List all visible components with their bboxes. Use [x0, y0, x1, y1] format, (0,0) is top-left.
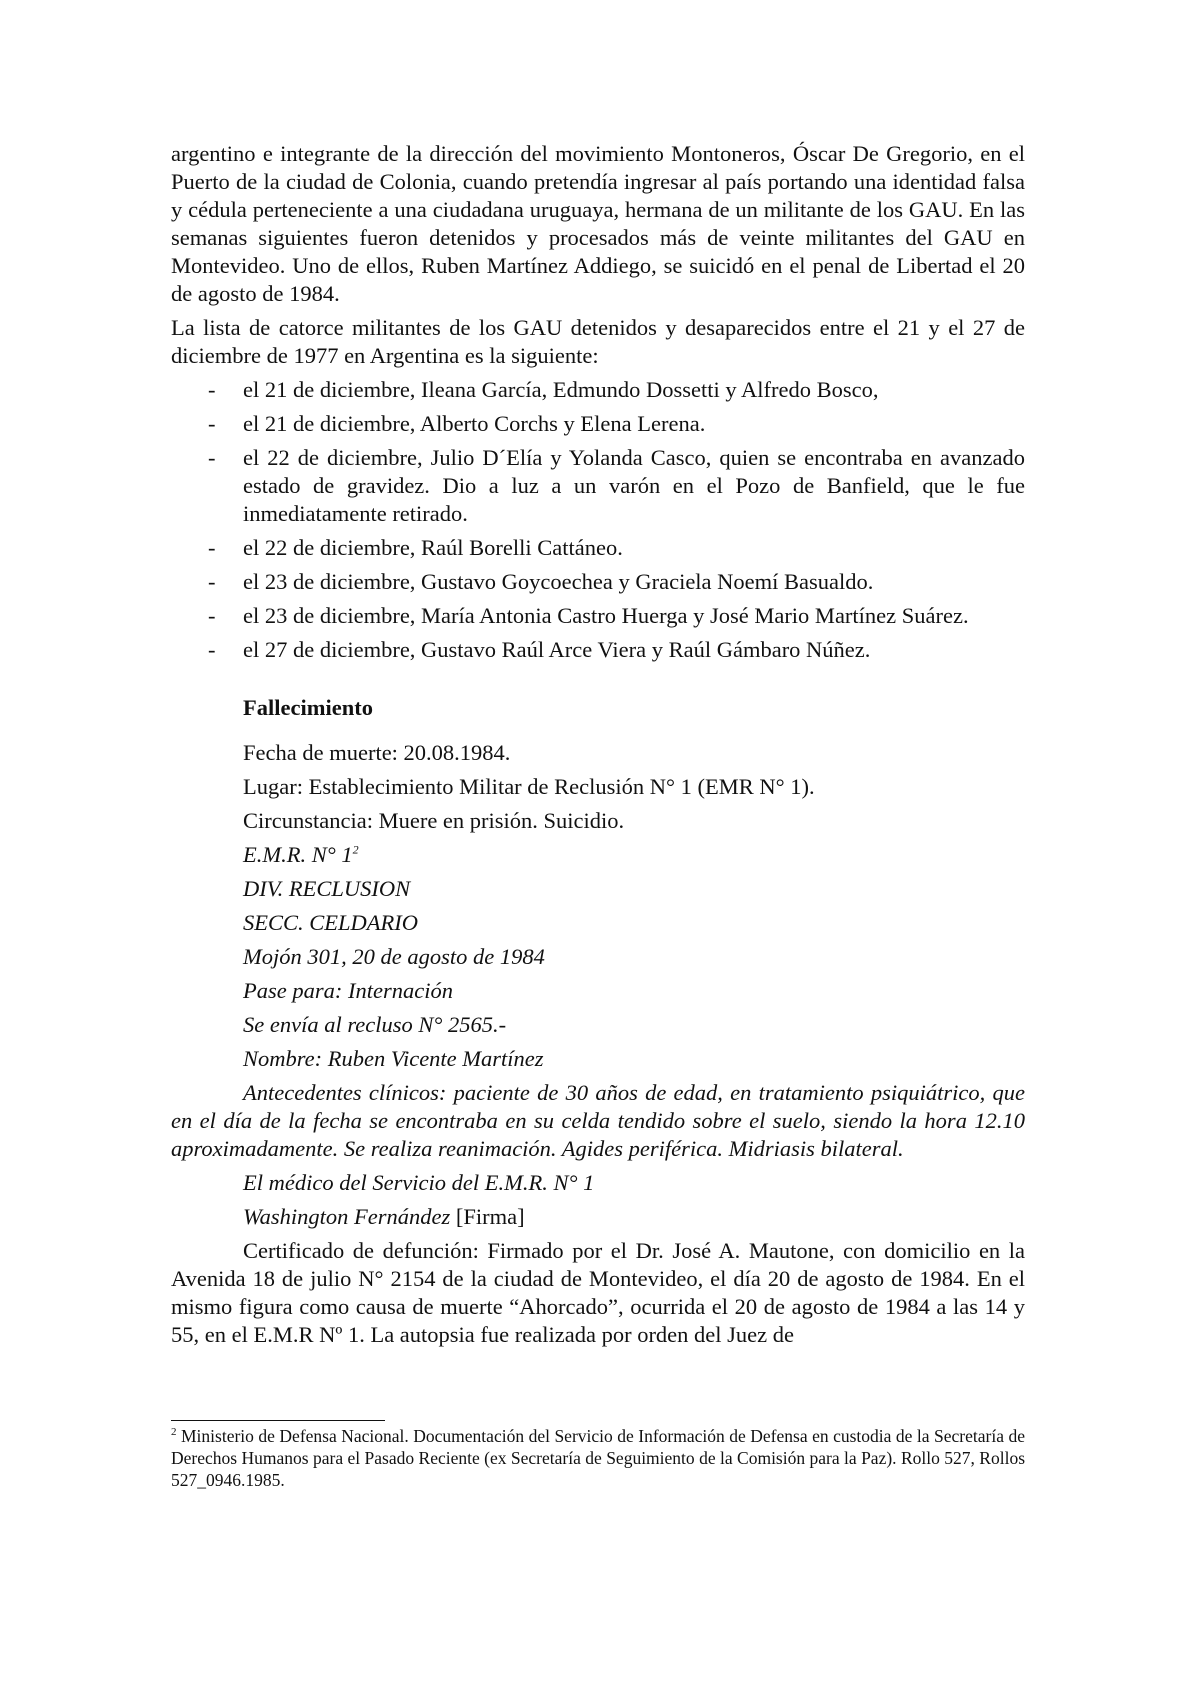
list-item-text: el 27 de diciembre, Gustavo Raúl Arce Viera y Raúl Gámbaro Núñez.: [243, 637, 871, 662]
list-marker: -: [208, 411, 216, 436]
doctor-title: El médico del Servicio del E.M.R. N° 1: [243, 1170, 595, 1195]
section-heading: Fallecimiento: [243, 695, 373, 720]
list-item-text: el 23 de diciembre, Gustavo Goycoechea y Graciela Noemí Basualdo.: [243, 569, 874, 594]
doctor-name: Washington Fernández: [243, 1204, 451, 1229]
page-body: [171, 140, 1025, 1349]
footnote-ref: 2: [352, 842, 359, 857]
list-marker: -: [208, 377, 216, 402]
intro-paragraph: argentino e integrante de la dirección del movimiento Montoneros, Óscar De Gregorio, en el Puerto de la ciudad de Colonia, cuando pretendía ingresar al país portando una identidad falsa y cédula perteneciente a una ciudadana uruguaya, hermana de un militante de los GAU. En las semanas siguientes fueron detenidos y procesados más de veinte militantes del GAU en Montevideo. Uno de ellos, Ruben Martínez Addiego, se suicidó en el penal de Libertad el 20 de agosto de 1984.: [171, 141, 1025, 306]
list-item-text: el 22 de diciembre, Julio D´Elía y Yolanda Casco, quien se encontraba en avanzado estado de gravidez. Dio a luz a un varón en el Pozo de Banfield, que le fue inmediatamente retirado.: [243, 445, 1025, 526]
list-marker: -: [208, 569, 216, 594]
list-item: [171, 636, 1025, 664]
list-marker: -: [208, 445, 216, 470]
record-division: DIV. RECLUSION: [243, 876, 411, 901]
list-item: [171, 534, 1025, 562]
doctor-signature-line: [171, 1203, 1025, 1231]
certificate-paragraph: Certificado de defunción: Firmado por el Dr. José A. Mautone, con domicilio en la Avenida 18 de julio N° 2154 de la ciudad de Montevideo, el día 20 de agosto de 1984. En el mismo figura como causa de muerte “Ahorcado”, ocurrida el 20 de agosto de 1984 a las 14 y 55, en el E.M.R Nº 1. La autopsia fue realizada por orden del Juez de: [171, 1238, 1025, 1347]
footnote-text: Ministerio de Defensa Nacional. Documentación del Servicio de Información de Defensa en custodia de la Secretaría de Derechos Humanos para el Pasado Reciente (ex Secretaría de Seguimiento de la Comisión para la Paz). Rollo 527, Rollos 527_0946.1985.: [171, 1426, 1026, 1490]
record-place-date: Mojón 301, 20 de agosto de 1984: [243, 944, 545, 969]
record-pass-to: Pase para: Internación: [243, 978, 453, 1003]
record-section: SECC. CELDARIO: [243, 910, 419, 935]
death-place: Lugar: Establecimiento Militar de Reclusión N° 1 (EMR N° 1).: [243, 774, 815, 799]
detainee-list: [171, 376, 1025, 664]
footnote: [171, 1425, 1025, 1491]
death-date: Fecha de muerte: 20.08.1984.: [243, 740, 511, 765]
record-emr: [171, 841, 1025, 869]
list-marker: -: [208, 603, 216, 628]
list-item-text: el 21 de diciembre, Alberto Corchs y Elena Lerena.: [243, 411, 706, 436]
list-item: [171, 444, 1025, 528]
list-item-text: el 21 de diciembre, Ileana García, Edmundo Dossetti y Alfredo Bosco,: [243, 377, 879, 402]
list-marker: -: [208, 637, 216, 662]
footnote-number: 2: [171, 1426, 177, 1439]
list-marker: -: [208, 535, 216, 560]
record-sent: Se envía al recluso N° 2565.-: [243, 1012, 507, 1037]
record-name: Nombre: Ruben Vicente Martínez: [243, 1046, 544, 1071]
list-item-text: el 22 de diciembre, Raúl Borelli Cattáneo.: [243, 535, 623, 560]
list-item: [171, 602, 1025, 630]
clinical-history: Antecedentes clínicos: paciente de 30 años de edad, en tratamiento psiquiátrico, que en el día de la fecha se encontraba en su celda tendido sobre el suelo, siendo la hora 12.10 aproximadamente. Se realiza reanimación. Agides periférica. Midriasis bilateral.: [171, 1080, 1025, 1161]
record-emr-text: E.M.R. N° 1: [243, 842, 353, 867]
list-item: [171, 410, 1025, 438]
signature-note: [Firma]: [455, 1204, 525, 1229]
death-circumstance: Circunstancia: Muere en prisión. Suicidio.: [243, 808, 625, 833]
list-item-text: el 23 de diciembre, María Antonia Castro Huerga y José Mario Martínez Suárez.: [243, 603, 969, 628]
list-item: [171, 568, 1025, 596]
list-intro: La lista de catorce militantes de los GAU detenidos y desaparecidos entre el 21 y el 27 de diciembre de 1977 en Argentina es la siguiente:: [171, 315, 1025, 368]
footnote-separator: [171, 1420, 385, 1421]
list-item: [171, 376, 1025, 404]
